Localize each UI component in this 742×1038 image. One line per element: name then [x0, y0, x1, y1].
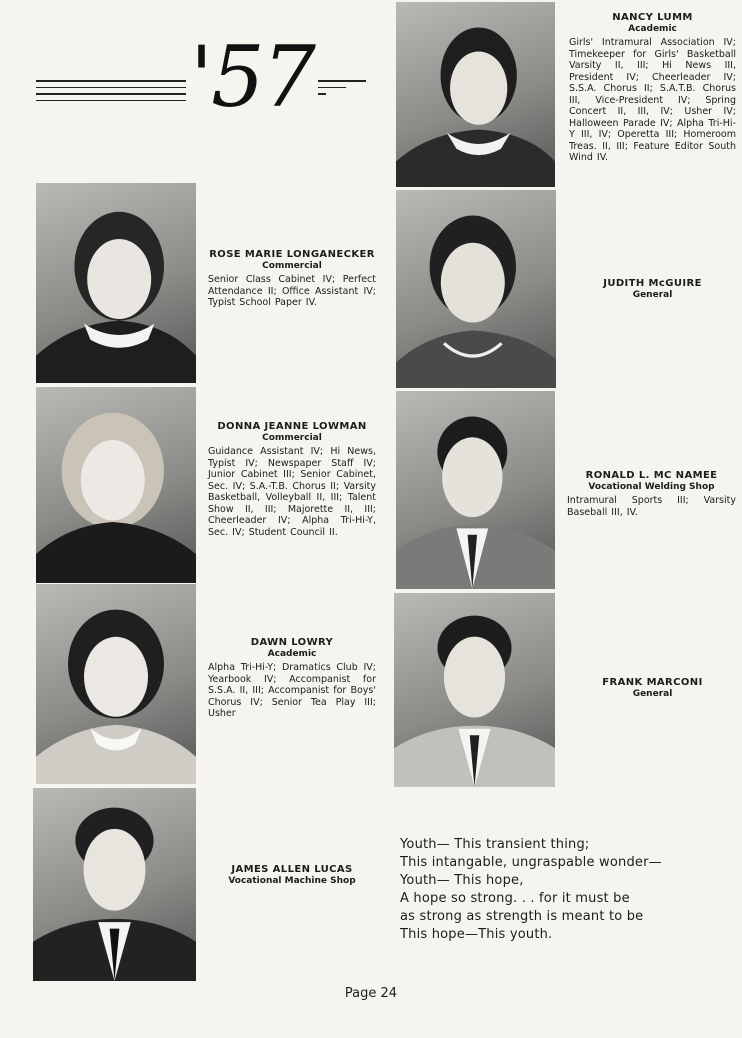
student-info-lucas: [208, 864, 376, 889]
portrait-photo-mcnamee: [396, 391, 555, 589]
portrait-photo-lowman: [36, 387, 196, 583]
poem-line: This hope—This youth.: [400, 927, 553, 942]
page-number: Page 24: [344, 986, 398, 1001]
student-name: ROSE MARIE LONGANECKER: [209, 249, 375, 260]
student-course: Commercial: [262, 260, 322, 271]
portrait-photo-lumm: [396, 2, 555, 187]
poem: [400, 836, 700, 944]
student-info-mcnamee: [567, 470, 736, 518]
portrait-photo-lucas: [33, 788, 196, 981]
student-course: Commercial: [262, 432, 322, 443]
student-activities: Girls' Intramural Association IV; Timekeeper for Girls' Basketball Varsity II, III; Hi News III, President IV; Cheerleader IV; S.S.A. Chorus II; S.A.T.B. Chorus III, Vice-President IV; Spring Concert II, III, IV; Usher IV; Halloween Parade IV; Alpha Tri-Hi-Y III, IV; Operetta III; Homeroom Treas. II, III; Feature Editor South Wind IV.: [569, 37, 736, 163]
student-course: Academic: [267, 648, 317, 659]
student-activities: Guidance Assistant IV; Hi News, Typist IV; Newspaper Staff IV; Junior Cabinet III; Senior Cabinet, Sec. IV; S.A.-T.B. Chorus II; Varsity Basketball, Volleyball II, III; Talent Show II, III; Majorette II, III; Cheerleader IV; Alpha Tri-Hi-Y, Sec. IV; Student Council II.: [208, 446, 376, 538]
student-course: General: [632, 688, 673, 699]
class-year-header: [36, 28, 376, 145]
student-course: Vocational Welding Shop: [588, 481, 715, 492]
student-name: NANCY LUMM: [612, 12, 693, 23]
portrait-photo-marconi: [394, 593, 555, 787]
portrait-photo-longanecker: [36, 183, 196, 383]
student-info-longanecker: [208, 249, 376, 309]
student-info-lowman: [208, 421, 376, 538]
student-activities: Senior Class Cabinet IV; Perfect Attendance II; Office Assistant IV; Typist School Paper IV.: [208, 274, 376, 308]
student-course: Academic: [628, 23, 677, 34]
student-activities: Alpha Tri-Hi-Y; Dramatics Club IV; Yearbook IV; Accompanist for S.S.A. II, III; Accompanist for Boys' Chorus IV; Senior Tea Play III; Usher: [208, 662, 376, 719]
student-name: JUDITH McGUIRE: [603, 278, 702, 289]
portrait-photo-mcguire: [396, 190, 556, 388]
student-course: General: [632, 289, 673, 300]
student-name: JAMES ALLEN LUCAS: [231, 864, 353, 875]
student-info-mcguire: [569, 278, 736, 303]
student-info-lumm: [569, 12, 736, 164]
class-year-title: '57: [186, 35, 318, 119]
portrait-photo-lowry: [36, 584, 196, 784]
poem-line: as strong as strength is meant to be: [400, 909, 644, 924]
student-name: FRANK MARCONI: [602, 677, 703, 688]
student-course: Vocational Machine Shop: [228, 875, 356, 886]
student-info-lowry: [208, 637, 376, 720]
poem-line: Youth— This hope,: [400, 873, 524, 888]
student-info-marconi: [569, 677, 736, 702]
student-name: RONALD L. MC NAMEE: [585, 470, 718, 481]
student-name: DAWN LOWRY: [250, 637, 334, 648]
poem-line: This intangable, ungraspable wonder—: [400, 855, 662, 870]
poem-line: Youth— This transient thing;: [400, 837, 590, 852]
poem-line: A hope so strong. . . for it must be: [400, 891, 630, 906]
student-name: DONNA JEANNE LOWMAN: [217, 421, 367, 432]
student-activities: Intramural Sports III; Varsity Baseball III, IV.: [567, 495, 736, 518]
